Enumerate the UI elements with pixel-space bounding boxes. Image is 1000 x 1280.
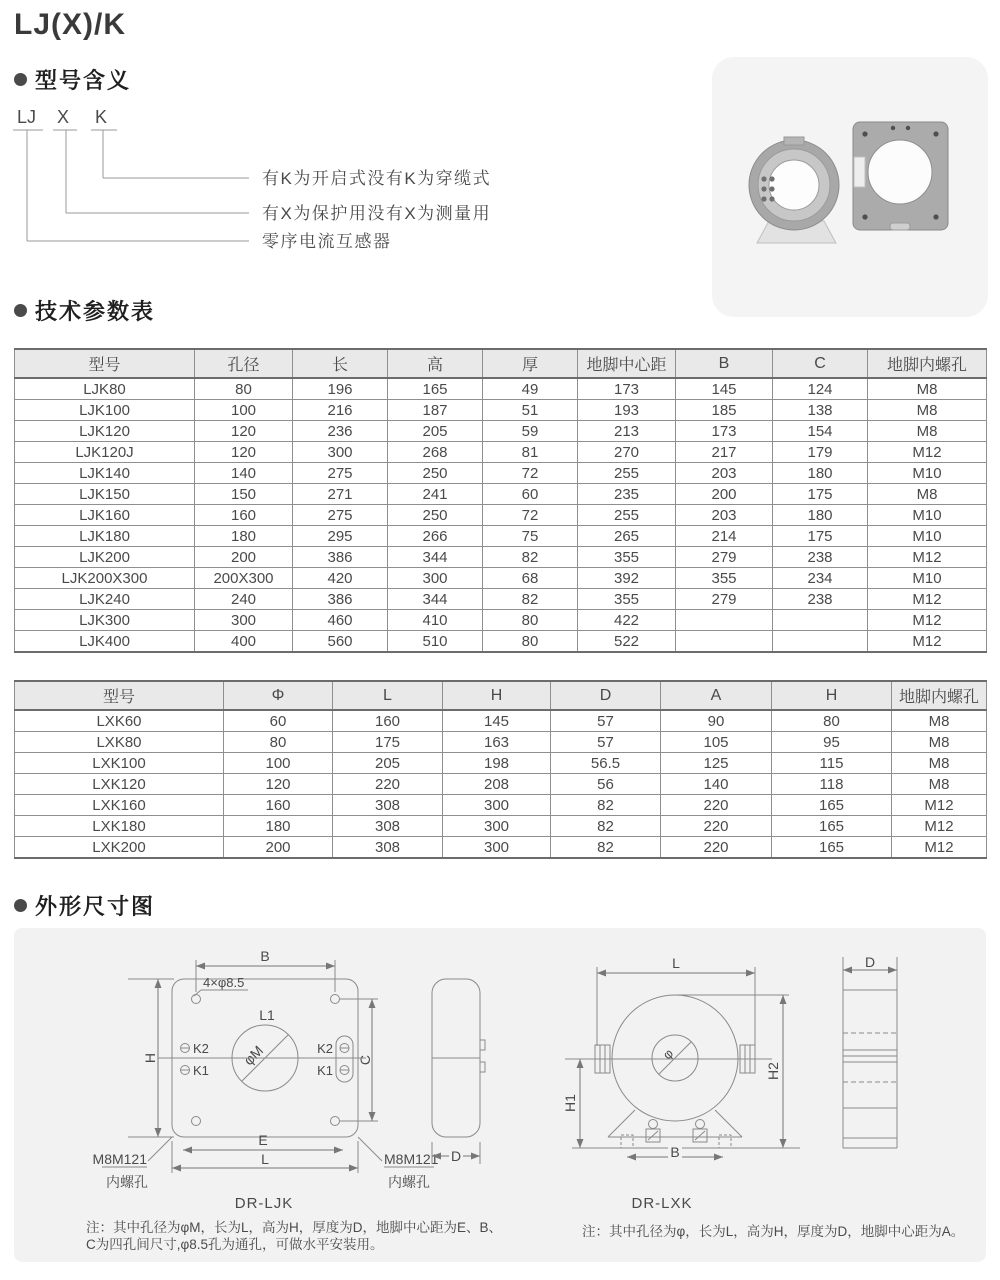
thread-label-left-1: M8M121 [92,1151,147,1167]
table-cell: 180 [773,463,868,484]
table-cell: 75 [483,526,578,547]
table-row [15,505,987,526]
table-cell: LJK300 [15,610,195,631]
meaning-label-x: 有X为保护用没有X为测量用 [262,204,492,223]
table-cell: 57 [551,732,661,753]
table-cell: 238 [773,547,868,568]
table-cell: 81 [483,442,578,463]
table-cell: 410 [388,610,483,631]
table-cell: 522 [578,631,676,653]
ljk-note-line1: 注：其中孔径为φM，长为L，高为H，厚度为D，地脚中心距为E、B、 [86,1220,503,1235]
table-cell: 125 [661,753,772,774]
table-cell: 266 [388,526,483,547]
table-cell: LJK400 [15,631,195,653]
table-cell [676,631,773,653]
table-row [15,610,987,631]
terminal-label-k1-left: K1 [193,1063,209,1078]
terminal-label-k2-left: K2 [193,1041,209,1056]
table-cell: 200 [676,484,773,505]
table-cell: 118 [772,774,892,795]
table-cell: 216 [293,400,388,421]
dim-label-d-ljk: D [450,1148,462,1164]
table-cell: 165 [772,795,892,816]
table-cell: 240 [195,589,293,610]
table-cell: 59 [483,421,578,442]
dim-label-l: L [261,1151,269,1167]
lxk-parameters-table [14,680,986,859]
table-cell: 220 [661,816,772,837]
table-cell: 200X300 [195,568,293,589]
table-cell: 138 [773,400,868,421]
dim-label-b-lxk: B [670,1144,680,1160]
table-cell: 238 [773,589,868,610]
table-cell: M12 [892,795,987,816]
table-cell: 60 [224,710,333,732]
table-cell: 220 [333,774,443,795]
table-cell: LJK100 [15,400,195,421]
dim-label-phi: φ [659,1045,677,1063]
square-ct-label [854,157,865,187]
dimension-drawings-panel [14,928,986,1262]
table-row [15,568,987,589]
table-cell: M12 [868,631,987,653]
table-cell: 82 [551,795,661,816]
round-ct-top-tab [784,137,804,145]
table-cell: 80 [483,610,578,631]
ljk-drawing-name: DR-LJK [234,1195,294,1212]
ljk-note-line2: C为四孔间尺寸,φ8.5孔为通孔，可做水平安装用。 [86,1237,384,1252]
column-header: 型号 [15,681,224,710]
table-cell: 80 [224,732,333,753]
table-cell: 460 [293,610,388,631]
table-cell: 51 [483,400,578,421]
table-cell: LJK140 [15,463,195,484]
table-cell: M12 [868,589,987,610]
table-cell: M10 [868,568,987,589]
table-cell: 179 [773,442,868,463]
table-cell: 145 [443,710,551,732]
header-row [15,681,987,710]
table-cell: 49 [483,378,578,400]
table-row [15,837,987,859]
table-row [15,526,987,547]
table-cell: 150 [195,484,293,505]
table-cell: M8 [892,710,987,732]
table-cell: LJK180 [15,526,195,547]
column-header: 地脚中心距 [578,349,676,378]
table-cell: 250 [388,463,483,484]
table-cell: 560 [293,631,388,653]
table-cell: 180 [195,526,293,547]
table-cell: 140 [195,463,293,484]
table-cell: 420 [293,568,388,589]
table-row [15,378,987,400]
column-header: 地脚内螺孔 [892,681,987,710]
table-cell: 300 [195,610,293,631]
table-cell: 235 [578,484,676,505]
table-cell: 400 [195,631,293,653]
header-row [15,349,987,378]
table-cell: 82 [483,589,578,610]
table-row [15,421,987,442]
ljk-parameters-table [14,348,986,653]
table-cell: 300 [388,568,483,589]
table-cell: M12 [868,442,987,463]
table-cell: LXK160 [15,795,224,816]
table-row [15,816,987,837]
dim-label-l-lxk: L [672,955,680,971]
table-cell: 60 [483,484,578,505]
table-cell: LXK60 [15,710,224,732]
table-cell: 193 [578,400,676,421]
table-cell: 105 [661,732,772,753]
product-photo [712,57,988,317]
table-cell: 100 [224,753,333,774]
page-title: LJ(X)/K [14,8,126,41]
table-cell: 160 [224,795,333,816]
table-row [15,795,987,816]
table-cell: 355 [578,589,676,610]
dim-label-h: H [142,1052,158,1064]
table-cell: 72 [483,463,578,484]
table-cell: M8 [892,774,987,795]
column-header: A [661,681,772,710]
column-header: 长 [293,349,388,378]
table-cell: 386 [293,589,388,610]
table-cell: 173 [578,378,676,400]
lxk-side-view [843,954,897,1148]
table-cell: M8 [868,400,987,421]
table-cell: 57 [551,710,661,732]
thread-label-right-2: 内螺孔 [388,1174,430,1190]
product-photo-panel [712,57,988,317]
column-header: D [551,681,661,710]
table-row [15,442,987,463]
table-cell: 82 [483,547,578,568]
table-cell: 115 [772,753,892,774]
table-cell: LJK150 [15,484,195,505]
column-header: 地脚内螺孔 [868,349,987,378]
table-cell: 214 [676,526,773,547]
table-cell: 90 [661,710,772,732]
table-row [15,484,987,505]
table-row [15,589,987,610]
table-cell: 205 [388,421,483,442]
meaning-label-lj: 零序电流互感器 [262,232,392,251]
table-cell: 175 [773,484,868,505]
bullet-icon [14,899,27,912]
table-cell: 82 [551,816,661,837]
table-cell: 145 [676,378,773,400]
table-cell: 392 [578,568,676,589]
table-cell: 308 [333,795,443,816]
table-cell: 355 [578,547,676,568]
table-cell: 344 [388,547,483,568]
meaning-label-k: 有K为开启式没有K为穿缆式 [262,169,492,188]
table-cell: 120 [195,421,293,442]
dim-label-e: E [258,1132,268,1148]
table-cell: 386 [293,547,388,568]
dim-label-l1: L1 [259,1007,275,1023]
table-cell: 241 [388,484,483,505]
table-cell: 175 [333,732,443,753]
code-part-x: X [57,107,70,127]
table-cell: 344 [388,589,483,610]
table-cell: M8 [892,732,987,753]
table-cell: 510 [388,631,483,653]
table-cell: 120 [195,442,293,463]
column-header: 高 [388,349,483,378]
table-cell: 279 [676,589,773,610]
ljk-front-view [93,948,439,1190]
lxk-drawing-name: DR-LXK [631,1195,693,1212]
table-cell: 200 [224,837,333,859]
table-cell: 300 [293,442,388,463]
table-row [15,463,987,484]
table-cell: LJK80 [15,378,195,400]
table-cell: LJK200X300 [15,568,195,589]
ljk-side-view [432,979,485,1164]
table-cell: 205 [333,753,443,774]
table-cell: 295 [293,526,388,547]
table-cell: 308 [333,837,443,859]
table-cell: LXK120 [15,774,224,795]
table-cell: 300 [443,795,551,816]
table-cell: M12 [868,610,987,631]
table-cell: 196 [293,378,388,400]
table-cell: M10 [868,526,987,547]
table-cell: M10 [868,505,987,526]
table-cell: 255 [578,463,676,484]
table-cell: LJK240 [15,589,195,610]
column-header: H [772,681,892,710]
table-cell: M8 [868,484,987,505]
table-cell: 275 [293,463,388,484]
table-cell: 187 [388,400,483,421]
lxk-front-view [562,955,800,1160]
section-heading-tech-params [14,295,155,326]
table-cell: 180 [773,505,868,526]
section-heading-label: 型号含义 [35,68,132,93]
table-cell: 163 [443,732,551,753]
table-cell: 203 [676,463,773,484]
table-row [15,547,987,568]
table-cell: LXK200 [15,837,224,859]
column-header: 型号 [15,349,195,378]
table-cell: 160 [333,710,443,732]
table-cell: 185 [676,400,773,421]
table-cell: 68 [483,568,578,589]
section-heading-dimensions [14,890,155,921]
table-row [15,710,987,732]
column-header: H [443,681,551,710]
table-cell: 165 [772,816,892,837]
table-cell: 270 [578,442,676,463]
model-meaning-diagram [10,104,710,256]
table-cell: 275 [293,505,388,526]
table-cell: 236 [293,421,388,442]
table-cell: 165 [772,837,892,859]
table-cell: 154 [773,421,868,442]
dim-label-h2: H2 [765,1062,781,1080]
column-header: C [773,349,868,378]
terminal-label-k2-right: K2 [317,1041,333,1056]
table-cell: M10 [868,463,987,484]
table-cell: 56.5 [551,753,661,774]
table-cell: M12 [892,816,987,837]
column-header: L [333,681,443,710]
table-cell: M8 [892,753,987,774]
table-cell: 300 [443,837,551,859]
bullet-icon [14,304,27,317]
table-cell: 82 [551,837,661,859]
dimension-drawings [14,928,986,1262]
table-cell: 56 [551,774,661,795]
table-row [15,732,987,753]
table-cell: M12 [868,547,987,568]
table-cell: 271 [293,484,388,505]
table-cell: 234 [773,568,868,589]
column-header: Φ [224,681,333,710]
dim-label-b: B [260,948,270,964]
table-cell: 422 [578,610,676,631]
table-cell: LJK160 [15,505,195,526]
code-part-k: K [95,107,108,127]
table-cell: LJK120 [15,421,195,442]
table-cell: 213 [578,421,676,442]
table-cell: LJK200 [15,547,195,568]
table-cell: LJK120J [15,442,195,463]
table-row [15,753,987,774]
dim-label-c: C [357,1054,373,1066]
square-ct-tab [890,223,910,230]
table-cell: 268 [388,442,483,463]
table-cell: 265 [578,526,676,547]
lxk-note: 注：其中孔径为φ，长为L，高为H，厚度为D，地脚中心距为A。 [582,1224,965,1239]
table-cell [773,610,868,631]
code-part-lj: LJ [17,107,37,127]
table-cell: M12 [892,837,987,859]
table-cell: 165 [388,378,483,400]
round-ct-hole [769,160,819,210]
table-row [15,631,987,653]
table-cell: M8 [868,378,987,400]
table-cell: 175 [773,526,868,547]
table-row [15,400,987,421]
table-cell: LXK80 [15,732,224,753]
table-cell [773,631,868,653]
column-header: B [676,349,773,378]
column-header: 厚 [483,349,578,378]
table-cell: 80 [772,710,892,732]
column-header: 孔径 [195,349,293,378]
table-cell: LXK100 [15,753,224,774]
table-cell: 308 [333,816,443,837]
table-cell: 198 [443,753,551,774]
tech-table-lxk [14,680,987,859]
table-cell: 173 [676,421,773,442]
section-heading-model-meaning [14,64,131,95]
table-cell: 80 [483,631,578,653]
table-cell: 279 [676,547,773,568]
table-cell: 100 [195,400,293,421]
square-ct-hole [868,140,932,204]
table-cell: M8 [868,421,987,442]
table-cell: 250 [388,505,483,526]
tech-table-ljk [14,348,987,653]
terminal-label-k1-right: K1 [317,1063,333,1078]
dim-label-d-lxk: D [864,954,876,970]
table-cell: 72 [483,505,578,526]
table-cell: 300 [443,816,551,837]
table-cell: 220 [661,837,772,859]
table-cell: 217 [676,442,773,463]
table-cell: 95 [772,732,892,753]
table-cell: LXK180 [15,816,224,837]
dim-label-h1: H1 [562,1094,578,1112]
thread-label-right-1: M8M121 [384,1151,439,1167]
table-cell: 355 [676,568,773,589]
table-cell: 140 [661,774,772,795]
bullet-icon [14,73,27,86]
table-cell: 160 [195,505,293,526]
thread-label-left-2: 内螺孔 [106,1174,148,1190]
table-cell: 203 [676,505,773,526]
hole-spec-label: 4×φ8.5 [203,975,245,990]
table-row [15,774,987,795]
table-cell: 220 [661,795,772,816]
dim-label-phi-m: φM [240,1042,267,1069]
table-cell: 208 [443,774,551,795]
table-cell: 200 [195,547,293,568]
section-heading-label: 外形尺寸图 [35,894,156,919]
table-cell [676,610,773,631]
table-cell: 80 [195,378,293,400]
section-heading-label: 技术参数表 [35,299,156,324]
table-cell: 120 [224,774,333,795]
table-cell: 124 [773,378,868,400]
table-cell: 180 [224,816,333,837]
table-cell: 255 [578,505,676,526]
